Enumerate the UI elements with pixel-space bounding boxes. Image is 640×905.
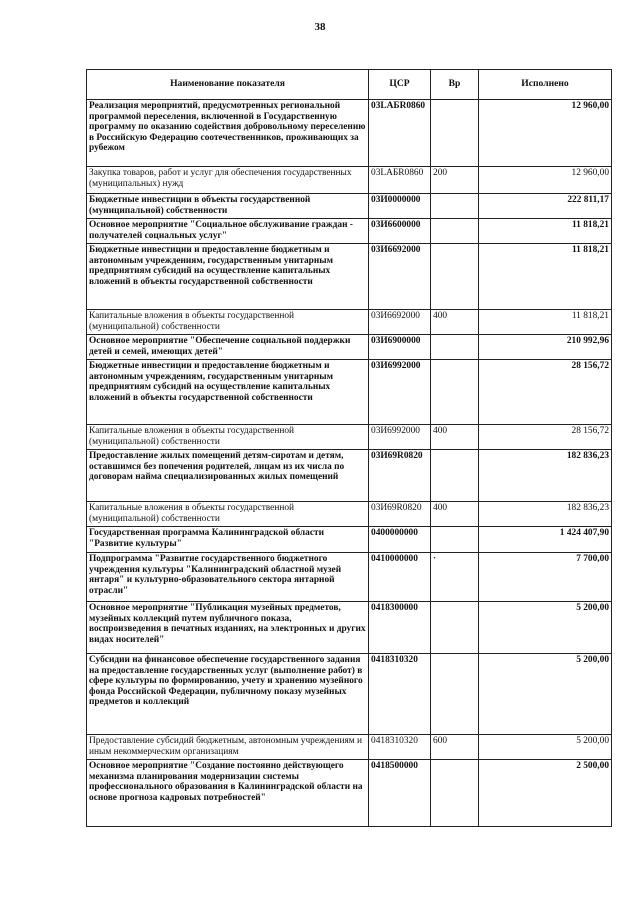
table-body [87,100,612,827]
table-row [87,735,612,760]
csr-code: 0418500000 [369,760,431,827]
csr-code: 0418300000 [369,602,431,654]
indicator-name: Предоставление жилых помещений детям-сиротам и детям, оставшимся без попечения родителей, лицам из их числа по договорам найма специализированных жилых помещений [87,450,369,502]
executed-amount: 28 156,72 [479,360,612,425]
table-row [87,502,612,527]
indicator-name: Капитальные вложения в объекты государственной (муниципальной) собственности [87,310,369,335]
vr-code: · [431,553,479,602]
executed-amount: 28 156,72 [479,425,612,450]
executed-amount: 182 836,23 [479,450,612,502]
vr-code [431,450,479,502]
table-row [87,425,612,450]
vr-code [431,360,479,425]
table-header-row [87,70,612,100]
table-row [87,654,612,735]
vr-code [431,335,479,360]
csr-code: 03И6900000 [369,335,431,360]
indicator-name: Бюджетные инвестиции и предоставление бюджетным и автономным учреждениям, государственным унитарным предприятиям субсидий на осуществление капитальных вложений в объекты государственной собственности [87,244,369,310]
csr-code: 0410000000 [369,553,431,602]
table-row [87,310,612,335]
vr-code: 400 [431,425,479,450]
vr-code [431,194,479,219]
table-row [87,167,612,194]
table-row [87,335,612,360]
csr-code: 0418310320 [369,654,431,735]
csr-code: 03И6692000 [369,244,431,310]
table-row [87,527,612,553]
vr-code: 400 [431,310,479,335]
vr-code: 400 [431,502,479,527]
executed-amount: 11 818,21 [479,244,612,310]
vr-code: 200 [431,167,479,194]
vr-code: 600 [431,735,479,760]
header-name: Наименование показателя [87,70,369,100]
executed-amount: 11 818,21 [479,310,612,335]
csr-code: 03И6992000 [369,360,431,425]
executed-amount: 12 960,00 [479,100,612,167]
executed-amount: 222 811,17 [479,194,612,219]
table-row [87,194,612,219]
executed-amount: 210 992,96 [479,335,612,360]
indicator-name: Капитальные вложения в объекты государственной (муниципальной) собственности [87,425,369,450]
csr-code: 03И69R0820 [369,502,431,527]
page-number: 38 [314,21,326,33]
table-row [87,760,612,827]
indicator-name: Основное мероприятие "Обеспечение социальной поддержки детей и семей, имеющих детей" [87,335,369,360]
indicator-name: Государственная программа Калининградской области "Развитие культуры" [87,527,369,553]
vr-code [431,100,479,167]
table-row [87,219,612,244]
vr-code [431,219,479,244]
csr-code: 03И69R0820 [369,450,431,502]
csr-code: 03LАБR0860 [369,100,431,167]
table-row [87,360,612,425]
executed-amount: 2 500,00 [479,760,612,827]
csr-code: 0400000000 [369,527,431,553]
executed-amount: 7 700,00 [479,553,612,602]
indicator-name: Предоставление субсидий бюджетным, автономным учреждениям и иным некоммерческим организациям [87,735,369,760]
indicator-name: Закупка товаров, работ и услуг для обеспечения государственных (муниципальных) нужд [87,167,369,194]
executed-amount: 1 424 407,90 [479,527,612,553]
csr-code: 03И6600000 [369,219,431,244]
indicator-name: Капитальные вложения в объекты государственной (муниципальной) собственности [87,502,369,527]
vr-code [431,602,479,654]
budget-execution-table [86,69,612,827]
vr-code [431,760,479,827]
table-row [87,602,612,654]
table-row [87,244,612,310]
header-amount: Исполнено [479,70,612,100]
indicator-name: Субсидии на финансовое обеспечение государственного задания на предоставление государственных услуг (выполнение работ) в сфере культуры по формированию, учету и хранению музейного фонда Российской Федерации, публичному показу музейных предметов и коллекций [87,654,369,735]
table-row [87,450,612,502]
csr-code: 03И0000000 [369,194,431,219]
indicator-name: Реализация мероприятий, предусмотренных региональной программой переселения, включенной в Государственную программу по оказанию содействия добровольному переселению в Российскую Федерацию соотечественников, проживающих за рубежом [87,100,369,167]
vr-code [431,654,479,735]
csr-code: 03И6992000 [369,425,431,450]
table-row [87,553,612,602]
csr-code: 0418310320 [369,735,431,760]
indicator-name: Подпрограмма "Развитие государственного бюджетного учреждения культуры "Калининградский областной музей янтаря" и культурно-образовательного сектора янтарной отрасли" [87,553,369,602]
table-row [87,100,612,167]
header-csr: ЦСР [369,70,431,100]
indicator-name: Бюджетные инвестиции и предоставление бюджетным и автономным учреждениям, государственным унитарным предприятиям субсидий на осуществление капитальных вложений в объекты государственной собственности [87,360,369,425]
executed-amount: 5 200,00 [479,735,612,760]
csr-code: 03LАБR0860 [369,167,431,194]
indicator-name: Основное мероприятие "Создание постоянно действующего механизма планирования модернизации системы профессионального образования в Калининградской области на основе прогноза кадровых потребностей" [87,760,369,827]
indicator-name: Основное мероприятие "Публикация музейных предметов, музейных коллекций путем публичного показа, воспроизведения в печатных изданиях, на электронных и других видах носителей" [87,602,369,654]
indicator-name: Бюджетные инвестиции в объекты государственной (муниципальной) собственности [87,194,369,219]
executed-amount: 5 200,00 [479,654,612,735]
executed-amount: 12 960,00 [479,167,612,194]
vr-code [431,244,479,310]
executed-amount: 182 836,23 [479,502,612,527]
executed-amount: 5 200,00 [479,602,612,654]
indicator-name: Основное мероприятие "Социальное обслуживание граждан - получателей социальных услуг" [87,219,369,244]
header-vr: Вр [431,70,479,100]
vr-code [431,527,479,553]
csr-code: 03И6692000 [369,310,431,335]
executed-amount: 11 818,21 [479,219,612,244]
